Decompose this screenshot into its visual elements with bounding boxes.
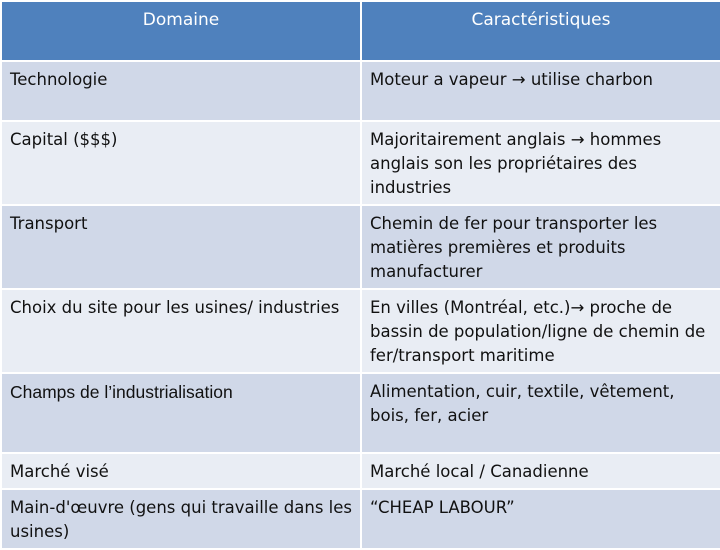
table-row [2,290,720,372]
table-row [2,490,720,548]
cell-caracteristique: Moteur a vapeur → utilise charbon [362,62,720,120]
cell-caracteristique: Alimentation, cuir, textile, vêtement, bois, fer, acier [362,374,720,452]
cell-domaine: Marché visé [2,454,360,488]
cell-domaine: Champs de l’industrialisation [2,374,360,452]
header-domaine: Domaine [2,2,360,60]
cell-caracteristique: Marché local / Canadienne [362,454,720,488]
table-row [2,62,720,120]
cell-caracteristique: Majoritairement anglais → hommes anglais son les propriétaires des industries [362,122,720,204]
cell-caracteristique: “CHEAP LABOUR” [362,490,720,548]
table-row [2,454,720,488]
cell-domaine: Main-d'œuvre (gens qui travaille dans les usines) [2,490,360,548]
table-row [2,374,720,452]
cell-domaine: Technologie [2,62,360,120]
cell-domaine: Transport [2,206,360,288]
table-row [2,206,720,288]
table-row [2,122,720,204]
header-caracteristiques: Caractéristiques [362,2,720,60]
cell-domaine: Choix du site pour les usines/ industries [2,290,360,372]
cell-domaine: Capital ($$$) [2,122,360,204]
cell-caracteristique: En villes (Montréal, etc.)→ proche de bassin de population/ligne de chemin de fer/transport maritime [362,290,720,372]
header-row [2,2,720,60]
cell-caracteristique: Chemin de fer pour transporter les matières premières et produits manufacturer [362,206,720,288]
